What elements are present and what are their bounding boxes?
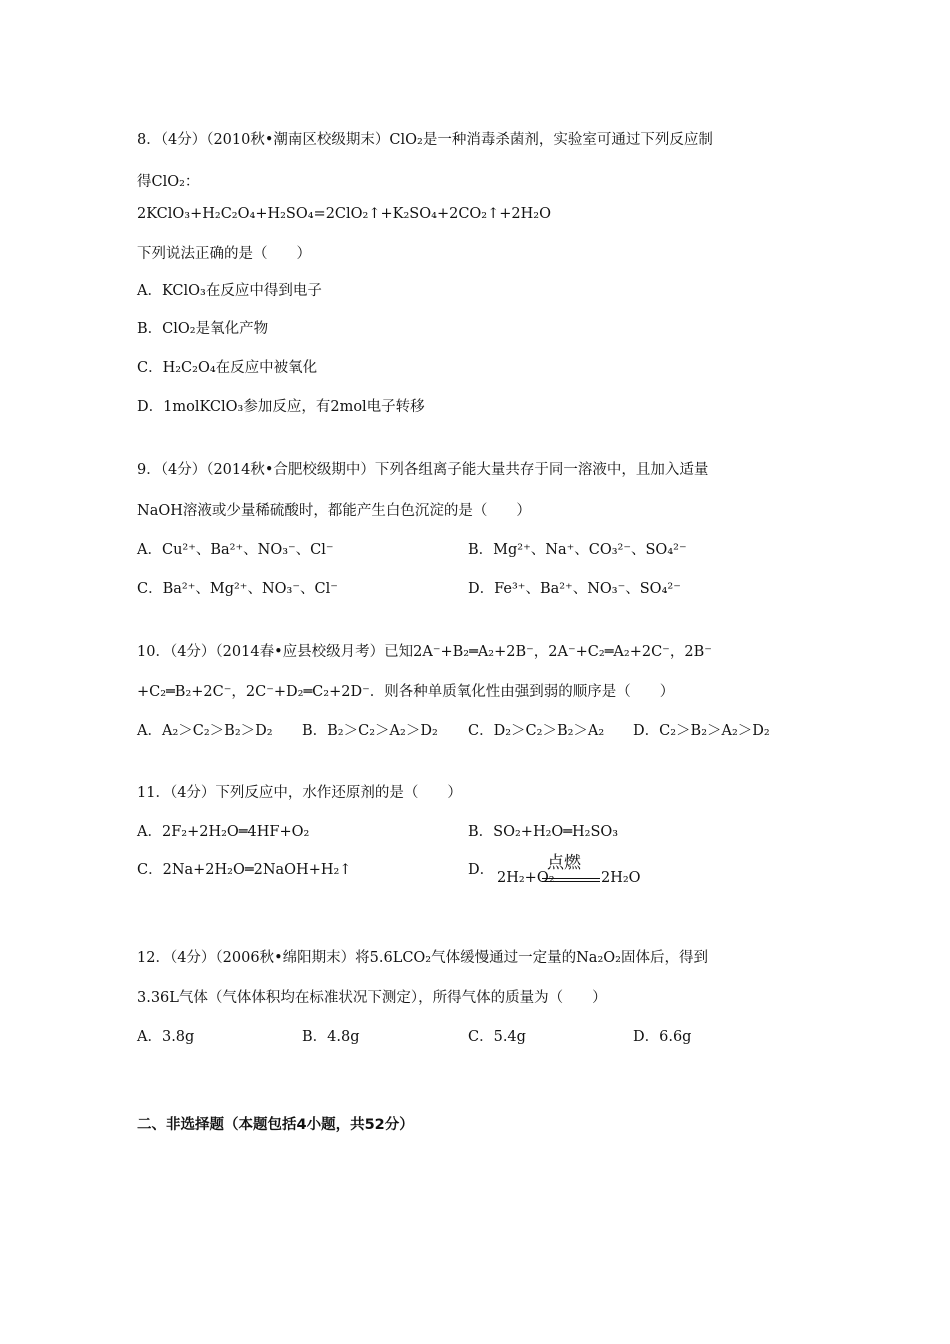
q9-stem-line2: NaOH溶液或少量稀硫酸时，都能产生白色沉淀的是（ ） xyxy=(137,503,531,519)
q12-stem-line2: 3.36L气体（气体体积均在标准状况下测定），所得气体的质量为（ ） xyxy=(137,990,607,1006)
q10-stem-line1: 10．（4分）（2014春•应县校级月考）已知2A⁻+B₂═A₂+2B⁻，2A⁻+C₂═A₂+2C⁻，2B⁻ xyxy=(137,644,712,660)
q12-option-d: D．6.6g xyxy=(633,1029,692,1045)
q10-option-b: B．B₂＞C₂＞A₂＞D₂ xyxy=(302,723,438,739)
q11-option-d-label: D． xyxy=(468,862,495,878)
q10-option-a: A．A₂＞C₂＞B₂＞D₂ xyxy=(137,723,273,739)
q8-option-a: A．KClO₃在反应中得到电子 xyxy=(137,283,322,299)
q12-option-a: A．3.8g xyxy=(137,1029,195,1045)
q11-option-b: B．SO₂+H₂O═H₂SO₃ xyxy=(468,824,619,840)
q11-d-equals-sign xyxy=(542,878,600,882)
q8-stem-line2: 得ClO₂： xyxy=(137,174,200,190)
q9-option-c: C．Ba²⁺、Mg²⁺、NO₃⁻、Cl⁻ xyxy=(137,581,338,597)
q9-stem-line1: 9．（4分）（2014秋•合肥校级期中）下列各组离子能大量共存于同一溶液中，且加入适量 xyxy=(137,462,709,478)
q11-d-condition: 点燃 xyxy=(547,853,581,873)
q8-equation: 2KClO₃+H₂C₂O₄+H₂SO₄=2ClO₂↑+K₂SO₄+2CO₂↑+2H₂O xyxy=(137,206,551,222)
q12-option-b: B．4.8g xyxy=(302,1029,360,1045)
q8-option-c: C．H₂C₂O₄在反应中被氧化 xyxy=(137,360,318,376)
q9-option-b: B．Mg²⁺、Na⁺、CO₃²⁻、SO₄²⁻ xyxy=(468,542,687,558)
q11-option-c: C．2Na+2H₂O═2NaOH+H₂↑ xyxy=(137,862,352,878)
q10-option-d: D．C₂＞B₂＞A₂＞D₂ xyxy=(633,723,770,739)
q11-option-d-equation xyxy=(497,853,641,886)
q11-d-reactants: 2H₂+O₂ xyxy=(497,870,555,886)
q10-stem-line2: +C₂═B₂+2C⁻，2C⁻+D₂═C₂+2D⁻．则各种单质氧化性由强到弱的顺序是（ ） xyxy=(137,684,675,700)
section2-title: 二、非选择题（本题包括4小题，共52分） xyxy=(137,1117,414,1133)
q8-option-b: B．ClO₂是氧化产物 xyxy=(137,321,269,337)
q10-option-c: C．D₂＞C₂＞B₂＞A₂ xyxy=(468,723,605,739)
q11-stem-line1: 11．（4分）下列反应中，水作还原剂的是（ ） xyxy=(137,785,462,801)
q11-d-product: 2H₂O xyxy=(601,870,641,886)
q8-question: 下列说法正确的是（ ） xyxy=(137,246,311,262)
q9-option-d: D．Fe³⁺、Ba²⁺、NO₃⁻、SO₄²⁻ xyxy=(468,581,681,597)
q8-stem-line1: 8．（4分）（2010秋•潮南区校级期末）ClO₂是一种消毒杀菌剂，实验室可通过下列反应制 xyxy=(137,132,713,148)
q12-stem-line1: 12．（4分）（2006秋•绵阳期末）将5.6LCO₂气体缓慢通过一定量的Na₂O₂固体后，得到 xyxy=(137,950,708,966)
q8-option-d: D．1molKClO₃参加反应，有2mol电子转移 xyxy=(137,399,425,415)
q9-option-a: A．Cu²⁺、Ba²⁺、NO₃⁻、Cl⁻ xyxy=(137,542,334,558)
q12-option-c: C．5.4g xyxy=(468,1029,526,1045)
q11-option-a: A．2F₂+2H₂O═4HF+O₂ xyxy=(137,824,310,840)
